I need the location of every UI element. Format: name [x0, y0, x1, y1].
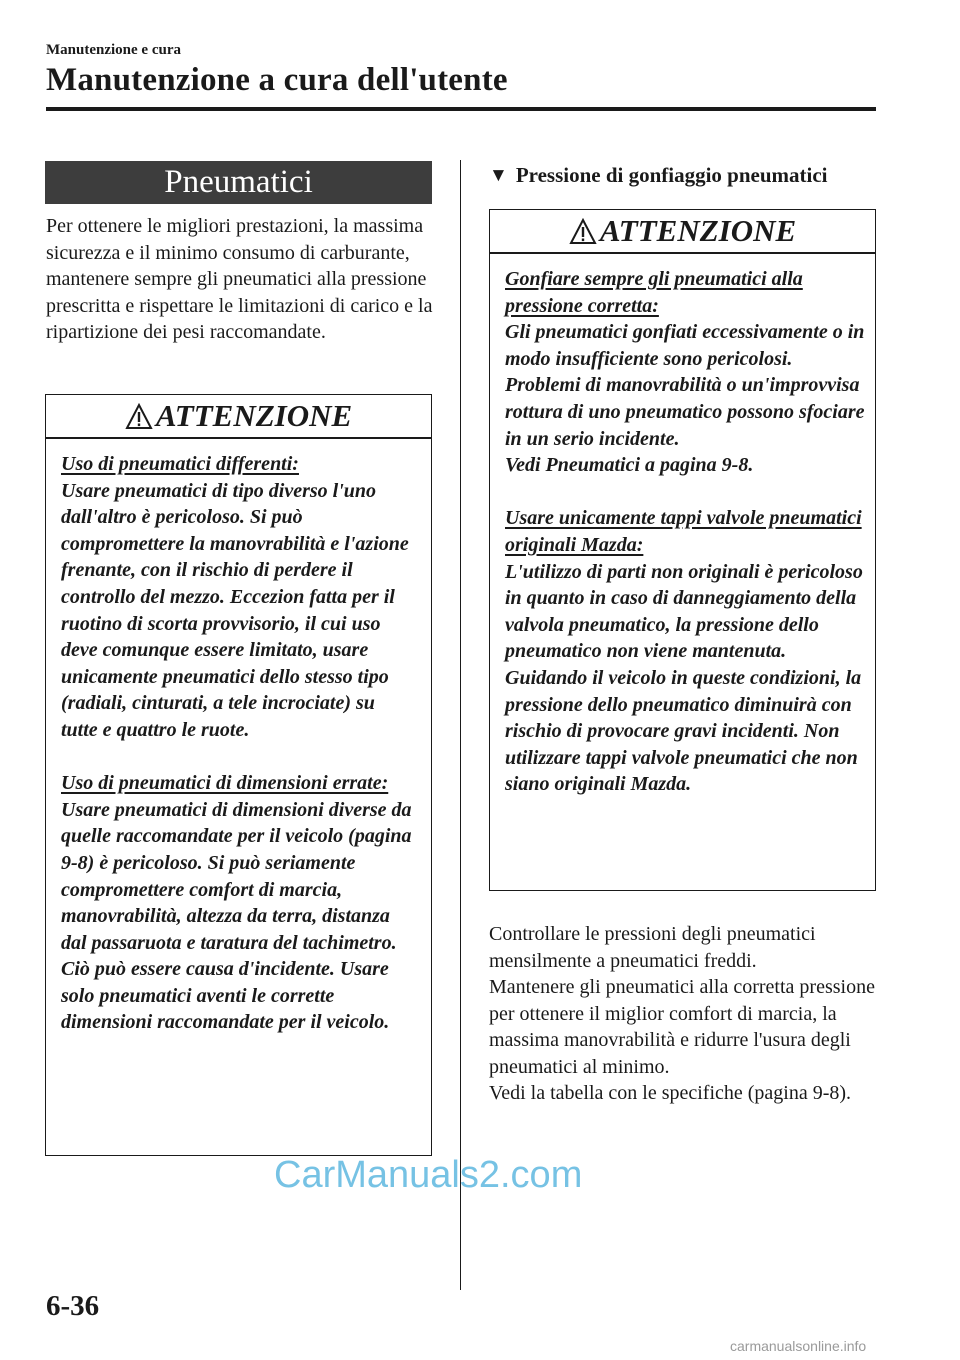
chapter-label: Manutenzione e cura	[46, 42, 181, 58]
caution-heading: Uso di pneumatici di dimensioni errate:	[61, 772, 389, 795]
warning-icon	[569, 218, 597, 245]
section-intro: Per ottenere le migliori prestazioni, la massima sicurezza e il minimo consumo di carburante, mantenere sempre gli pneumatici alla pressione prescritta e rispettare le limitazioni di carico e la ripartizione dei pesi raccomandate.	[46, 215, 433, 343]
page-number: 6-36	[46, 1290, 100, 1322]
paragraph: Controllare le pressioni degli pneumatici mensilmente a pneumatici freddi.	[489, 923, 816, 972]
page-title: Manutenzione a cura dell'utente	[46, 62, 508, 98]
triangle-down-icon: ▼	[489, 164, 508, 186]
caution-label: ATTENZIONE	[155, 398, 353, 433]
caution-text: L'utilizzo di parti non originali è pericoloso in quanto in caso di danneggiamento della valvola pneumatico, la pressione dello pneumatico non viene mantenuta. Guidando il veicolo in queste condizioni, la pressione dello pneumatico diminuirà con rischio di provocare gravi incidenti. Non utilizzare tappi valvole pneumatici che non siano originali Mazda.	[505, 560, 863, 796]
caution-box-right	[489, 209, 876, 891]
caution-reference: Vedi Pneumatici a pagina 9-8.	[505, 454, 754, 477]
caution-heading: Usare unicamente tappi valvole pneumatici originali Mazda:	[505, 507, 862, 556]
site-watermark: carmanualsonline.info	[730, 1338, 867, 1354]
subsection-heading	[489, 163, 828, 188]
section-title: Pneumatici	[45, 161, 432, 204]
caution-label: ATTENZIONE	[599, 213, 797, 248]
caution-text: Usare pneumatici di tipo diverso l'uno dall'altro è pericoloso. Si può compromettere la manovrabilità e l'azione frenante, con il rischio di perdere il controllo del mezzo. Eccezion fatta per il ruotino di scorta provvisorio, il cui uso deve comunque essere limitato, usare unicamente pneumatici dello stesso tipo (radiali, cinturati, a tele incrociate) su tutte e quattro le ruote.	[61, 479, 409, 741]
header-divider	[46, 107, 876, 111]
caution-box-left	[45, 394, 432, 1156]
paragraph: Vedi la tabella con le specifiche (pagina 9-8).	[489, 1082, 852, 1104]
pressure-instructions	[489, 921, 881, 1107]
caution-header	[490, 210, 875, 254]
caution-heading: Gonfiare sempre gli pneumatici alla pressione corretta:	[505, 268, 803, 317]
column-divider	[460, 160, 461, 1290]
watermark: CarManuals2.com	[274, 1154, 583, 1196]
caution-header	[46, 395, 431, 439]
paragraph: Mantenere gli pneumatici alla corretta pressione per ottenere il miglior comfort di marcia, la massima manovrabilità e ridurre l'usura degli pneumatici al minimo.	[489, 976, 875, 1078]
caution-heading: Uso di pneumatici differenti:	[61, 453, 299, 475]
warning-icon	[125, 403, 153, 430]
caution-text: Usare pneumatici di dimensioni diverse da quelle raccomandate per il veicolo (pagina 9-8) è pericoloso. Si può seriamente compromettere comfort di marcia, manovrabilità, altezza da terra, distanza dal passaruota e taratura del tachimetro. Ciò può essere causa d'incidente. Usare solo pneumatici aventi le corrette dimensioni raccomandate per il veicolo.	[61, 798, 412, 1034]
caution-text: Gli pneumatici gonfiati eccessivamente o in modo insufficiente sono pericolosi. Problemi di manovrabilità o un'improvvisa rottura di uno pneumatico possono sfociare in un serio incidente.	[505, 321, 865, 450]
subsection-title: Pressione di gonfiaggio pneumatici	[515, 163, 828, 187]
